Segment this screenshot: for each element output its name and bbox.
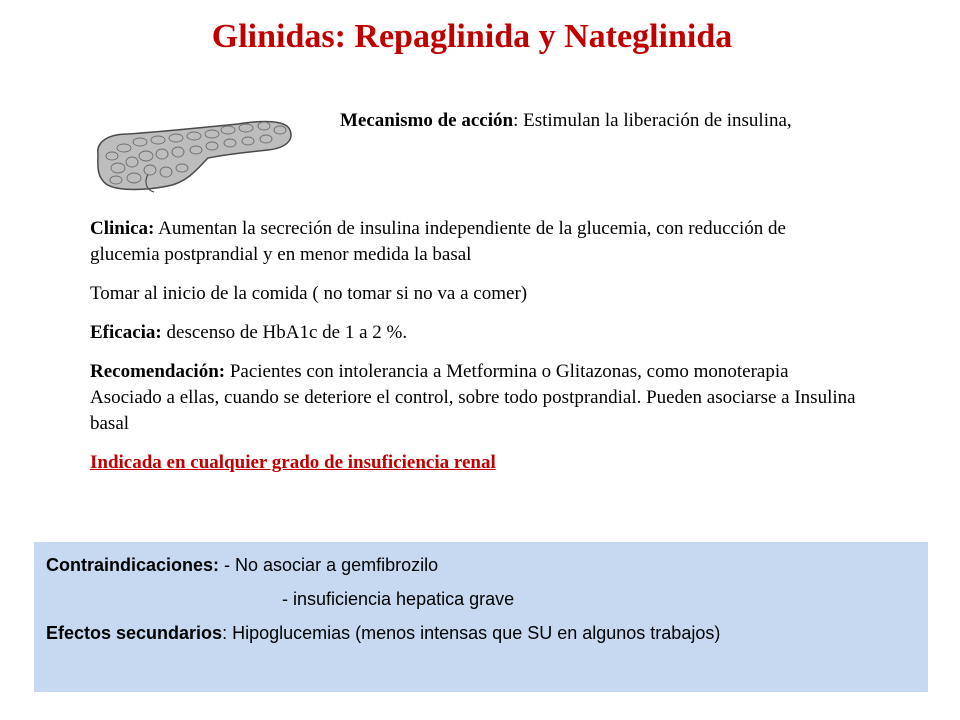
renal-note-paragraph [90,450,860,476]
pancreas-icon [88,112,294,202]
recomendacion-text: Pacientes con intolerancia a Metformina o Glitazonas, como monoterapia Asociado a ellas, cuando se deteriore el control, sobre todo postprandial. Pueden asociarse a Insulina basal [90,361,856,434]
clinica-label: Clinica: [90,218,155,239]
contra-item-1: - No asociar a gemfibrozilo [219,555,439,575]
contraindications-box [34,542,928,692]
renal-note: Indicada en cualquier grado de insuficiencia renal [90,452,496,473]
eficacia-text: descenso de HbA1c de 1 a 2 %. [161,322,408,343]
contra-label: Contraindicaciones: [46,555,220,575]
mechanism-label: Mecanismo de acción [340,110,514,131]
effects-label: Efectos secundarios [46,623,223,643]
effects-text: : Hipoglucemias (menos intensas que SU en algunos trabajos) [222,623,721,643]
eficacia-paragraph [90,320,860,346]
page-title: Glinidas: Repaglinida y Nateglinida [211,18,733,55]
clinica-paragraph [90,216,860,268]
content-body [90,216,860,489]
mechanism-of-action [340,108,840,134]
clinica-text: Aumentan la secreción de insulina independiente de la glucemia, con reducción de glucemia postprandial y en menor medida la basal [90,218,786,265]
eficacia-label: Eficacia: [90,322,162,343]
mechanism-text: : Estimulan la liberación de insulina, [513,110,792,131]
intake-note: Tomar al inicio de la comida ( no tomar si no va a comer) [90,283,528,304]
recomendacion-label: Recomendación: [90,361,226,382]
contra-line-1 [46,552,916,578]
recomendacion-paragraph [90,359,860,437]
contra-item-2: - insuficiencia hepatica grave [282,589,515,609]
effects-paragraph [46,620,916,646]
